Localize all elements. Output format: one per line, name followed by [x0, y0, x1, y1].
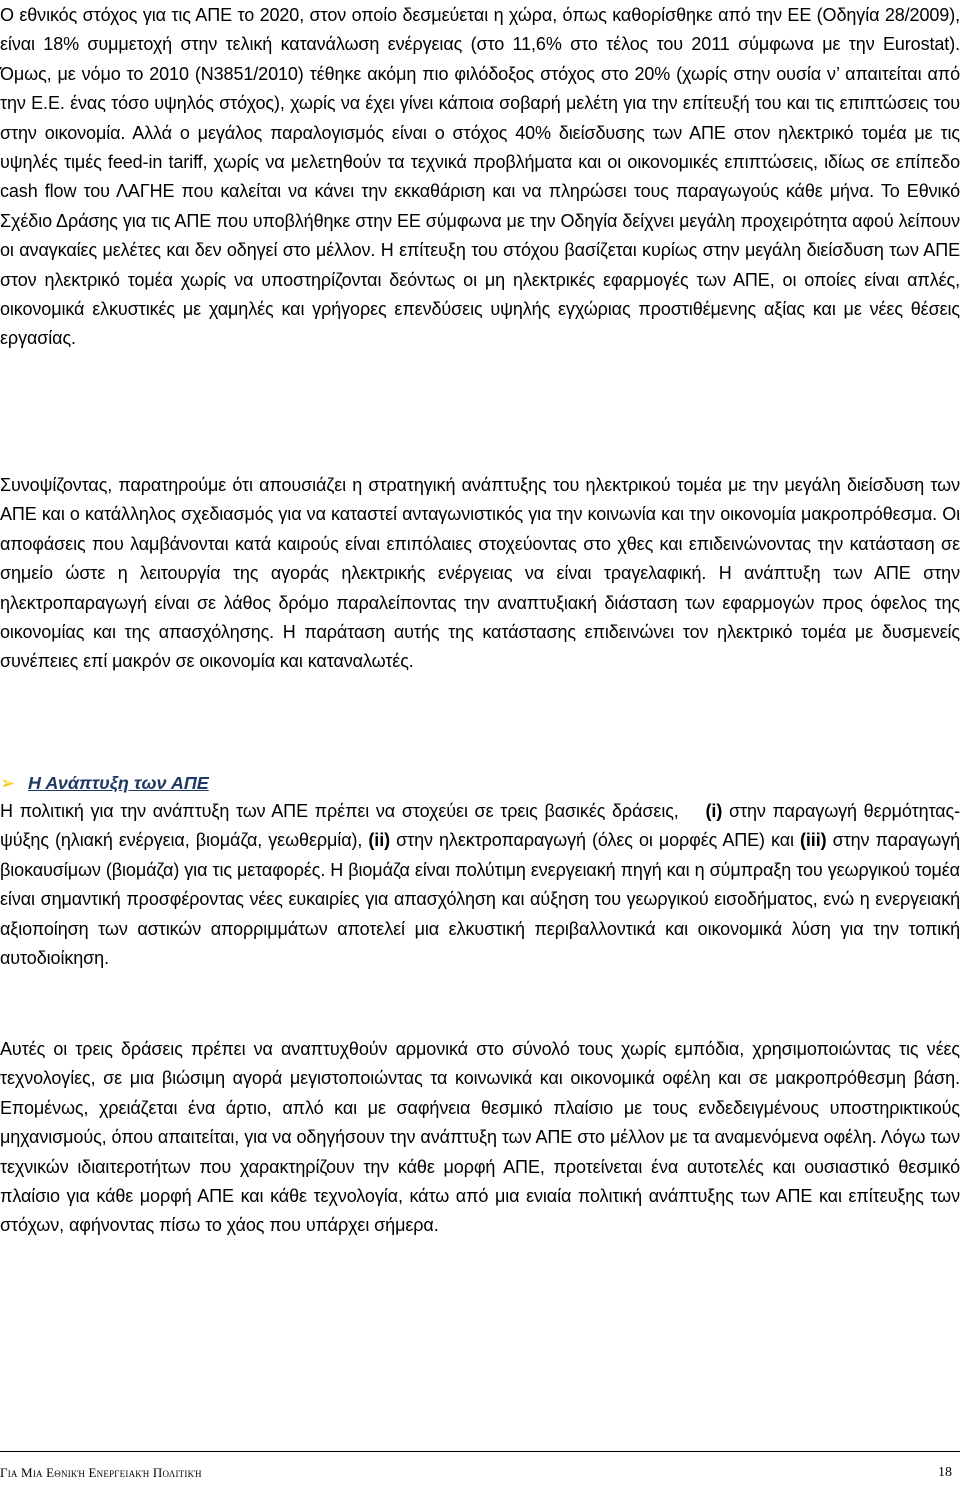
paragraph-res-policy — [0, 797, 960, 973]
policy-marker-iii: (iii) — [800, 830, 827, 851]
page-number: 18 — [938, 1465, 952, 1480]
policy-action-biofuels: στην παραγωγή βιοκαυσίμων (βιομάζα) για τις μεταφορές. Η βιομάζα είναι πολύτιμη ενεργειακή πηγή και η σύμπραξη του γεωργικού τομέα είναι σημαντική προσφέροντας νέες ευκαιρίες για απασχόληση και αύξηση του γεωργικού εισοδήματος, ενώ η ενεργειακή αξιοποίηση των αστικών απορριμμάτων αποτελεί μια ελκυστική περιβαλλοντικά και οικονομικά λύση για την τοπική αυτοδιοίκηση. — [0, 830, 960, 969]
footer-divider — [0, 1451, 960, 1452]
policy-marker-ii: (ii) — [368, 830, 390, 851]
footer-title: Για Μια Εθνική Ενεργειακή Πολιτική — [0, 1465, 202, 1480]
policy-marker-i: (i) — [705, 801, 723, 821]
section-heading — [0, 768, 960, 798]
policy-action-heat: στην παραγωγή θερμότητας-ψύξης (ηλιακή ενέργεια, βιομάζα, γεωθερμία), — [0, 801, 960, 851]
paragraph-national-target: Ο εθνικός στόχος για τις ΑΠΕ το 2020, στον οποίο δεσμεύεται η χώρα, όπως καθορίσθηκε από την ΕΕ (Οδηγία 28/2009), είναι 18% συμμετοχή στην τελική κατανάλωση ενέργειας (στο 11,6% στο τέλος του 2011 σύμφωνα με την Eurostat). Όμως, με νόμο το 2010 (Ν3851/2010) τέθηκε ακόμη πιο φιλόδοξος στόχος στο 20% (χωρίς στην ουσία ν’ απαιτείται από την Ε.Ε. ένας τόσο υψηλός στόχος), χωρίς να έχει γίνει κάποια σοβαρή μελέτη για την επίτευξή του και τις επιπτώσεις του στην οικονομία. Αλλά ο μεγάλος παραλογισμός είναι ο στόχος 40% διείσδυσης των ΑΠΕ στον ηλεκτρικό τομέα με τις υψηλές τιμές feed-in tariff, χωρίς να μελετηθούν τα τεχνικά προβλήματα και οι οικονομικές επιπτώσεις, ιδίως σε επίπεδο cash flow του ΛΑΓΗΕ που καλείται να κάνει την εκκαθάριση και να πληρώσει τους παραγωγούς κάθε μήνα. Το Εθνικό Σχέδιο Δράσης για τις ΑΠΕ που υποβλήθηκε στην ΕΕ σύμφωνα με την Οδηγία δείχνει μεγάλη προχειρότητα αφού λείπουν οι αναγκαίες μελέτες και δεν οδηγεί στο μέλλον. Η επίτευξη του στόχου βασίζεται κυρίως στην μεγάλη διείσδυση των ΑΠΕ στον ηλεκτρικό τομέα χωρίς να υποστηρίζονται δεόντως οι μη ηλεκτρικές εφαρμογές των ΑΠΕ, οι οποίες είναι απλές, οικονομικά ελκυστικές με χαμηλές και γρήγορες επενδύσεις υψηλής εγχώριας προστιθέμενης αξίας και με νέες θέσεις εργασίας. — [0, 5, 960, 349]
arrow-bullet-icon: ➢ — [0, 773, 16, 793]
policy-action-electricity: στην ηλεκτροπαραγωγή (όλες οι μορφές ΑΠΕ) και — [396, 830, 794, 851]
paragraph-summary: Συνοψίζοντας, παρατηρούμε ότι απουσιάζει η στρατηγική ανάπτυξης του ηλεκτρικού τομέα με την μεγάλη διείσδυση των ΑΠΕ και ο κατάλληλος σχεδιασμός για να καταστεί ανταγωνιστικός για την κοινωνία και την οικονομία μακροπρόθεσμα. Οι αποφάσεις που λαμβάνονται κατά καιρούς είναι επιπόλαιες στοχεύοντας στο χθες και επιδεινώνοντας την κατάσταση σε σημείο ώστε η λειτουργία της αγοράς ηλεκτρικής ενέργειας να είναι τραγελαφική. Η ανάπτυξη των ΑΠΕ στην ηλεκτροπαραγωγή είναι σε λάθος δρόμο παραλείποντας την αναπτυξιακή διάσταση των εφαρμογών προς όφελος της οικονομίας και της απασχόλησης. Η παράταση αυτής της κατάστασης επιδεινώνει τον ηλεκτρικό τομέα με δυσμενείς συνέπειες επί μακρόν σε οικονομία και καταναλωτές. — [0, 475, 960, 672]
paragraph-harmonious-development: Αυτές οι τρεις δράσεις πρέπει να αναπτυχθούν αρμονικά στο σύνολό τους χωρίς εμπόδια, χρησιμοποιώντας τις νέες τεχνολογίες, σε μια βιώσιμη αγορά μεγιστοποιώντας τα κοινωνικά και οικονομικά οφέλη και σε μακροπρόθεσμη βάση. Επομένως, χρειάζεται ένα άρτιο, απλό και με σαφήνεια θεσμικό πλαίσιο με τους ενδεδειγμένους υποστηρικτικούς μηχανισμούς, όπου απαιτείται, για να οδηγήσουν την ανάπτυξη των ΑΠΕ στο μέλλον με τα αναμενόμενα οφέλη. Λόγω των τεχνικών ιδιαιτεροτήτων που χαρακτηρίζουν την κάθε μορφή ΑΠΕ, προτείνεται ένα αυτοτελές και ουσιαστικό θεσμικό πλαίσιο για κάθε μορφή ΑΠΕ και κάθε τεχνολογία, κάτω από μια ενιαία πολιτική ανάπτυξης των ΑΠΕ και επίτευξης των στόχων, αφήνοντας πίσω το χάος που υπάρχει σήμερα. — [0, 1039, 960, 1236]
policy-intro: Η πολιτική για την ανάπτυξη των ΑΠΕ πρέπει να στοχεύει σε τρεις βασικές δράσεις, — [0, 801, 679, 821]
section-title: Η Ανάπτυξη των ΑΠΕ — [28, 773, 209, 793]
